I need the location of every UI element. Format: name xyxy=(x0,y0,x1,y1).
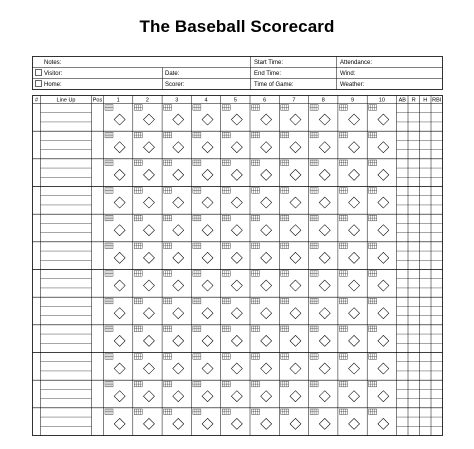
at-bat-cell[interactable] xyxy=(193,354,213,374)
base-diamond xyxy=(114,252,125,263)
base-diamond xyxy=(173,308,184,319)
base-diamond xyxy=(143,280,154,291)
base-diamond xyxy=(319,363,330,374)
base-diamond xyxy=(143,169,154,180)
scoring-grid xyxy=(33,96,443,436)
base-diamond xyxy=(143,197,154,208)
at-bat-cell[interactable] xyxy=(339,271,359,291)
base-diamond xyxy=(261,114,272,125)
lineup-header: Line Up xyxy=(56,97,76,104)
base-diamond xyxy=(261,335,272,346)
base-diamond xyxy=(231,335,242,346)
at-bat-cell[interactable] xyxy=(252,381,272,401)
base-diamond xyxy=(349,391,360,402)
base-diamond xyxy=(173,197,184,208)
grid-frame xyxy=(33,96,443,436)
base-diamond xyxy=(349,225,360,236)
base-diamond xyxy=(349,114,360,125)
base-diamond xyxy=(261,142,272,153)
base-diamond xyxy=(173,142,184,153)
visitor-label: Visitor: xyxy=(44,71,63,77)
base-diamond xyxy=(319,252,330,263)
at-bat-cell[interactable] xyxy=(310,215,330,235)
at-bat-cell[interactable] xyxy=(222,188,242,208)
stat-header-ab: AB xyxy=(398,97,406,104)
base-diamond xyxy=(202,142,213,153)
weather-label: Weather: xyxy=(340,82,365,88)
base-diamond xyxy=(231,142,242,153)
base-diamond xyxy=(290,308,301,319)
base-diamond xyxy=(378,391,389,402)
base-diamond xyxy=(202,169,213,180)
base-diamond xyxy=(173,225,184,236)
at-bat-cell[interactable] xyxy=(105,298,125,318)
base-diamond xyxy=(261,280,272,291)
base-diamond xyxy=(143,114,154,125)
at-bat-cell[interactable] xyxy=(369,243,389,263)
at-bat-cell[interactable] xyxy=(339,243,359,263)
base-diamond xyxy=(143,225,154,236)
base-diamond xyxy=(290,142,301,153)
base-diamond xyxy=(261,363,272,374)
base-diamond xyxy=(290,169,301,180)
at-bat-cell[interactable] xyxy=(164,243,184,263)
at-bat-cell[interactable] xyxy=(105,105,125,125)
inning-header-5: 5 xyxy=(233,97,237,104)
at-bat-cell[interactable] xyxy=(252,215,272,235)
at-bat-cell[interactable] xyxy=(193,105,213,125)
base-diamond xyxy=(378,142,389,153)
base-diamond xyxy=(261,391,272,402)
page-title: The Baseball Scorecard xyxy=(139,17,335,36)
base-diamond xyxy=(319,335,330,346)
stat-header-rbi: RBI xyxy=(432,97,442,104)
start-time-label: Start Time: xyxy=(254,60,284,66)
at-bat-cell[interactable] xyxy=(222,381,242,401)
at-bat-cell[interactable] xyxy=(105,271,125,291)
base-diamond xyxy=(290,252,301,263)
at-bat-cell[interactable] xyxy=(281,271,301,291)
at-bat-cell[interactable] xyxy=(222,243,242,263)
inning-header-8: 8 xyxy=(321,97,325,104)
visitor-checkbox[interactable] xyxy=(36,70,42,76)
at-bat-cell[interactable] xyxy=(339,215,359,235)
base-diamond xyxy=(202,114,213,125)
home-checkbox[interactable] xyxy=(36,81,42,87)
at-bat-cell[interactable] xyxy=(164,354,184,374)
base-diamond xyxy=(173,252,184,263)
base-diamond xyxy=(378,308,389,319)
base-diamond xyxy=(261,308,272,319)
at-bat-cell[interactable] xyxy=(310,188,330,208)
at-bat-cell[interactable] xyxy=(222,271,242,291)
base-diamond xyxy=(378,225,389,236)
at-bat-cell[interactable] xyxy=(281,381,301,401)
at-bat-cell[interactable] xyxy=(339,409,359,429)
home-label: Home: xyxy=(44,82,62,88)
at-bat-cell[interactable] xyxy=(339,354,359,374)
base-diamond xyxy=(349,142,360,153)
base-diamond xyxy=(114,308,125,319)
at-bat-cell[interactable] xyxy=(339,381,359,401)
at-bat-cell[interactable] xyxy=(164,105,184,125)
at-bat-cell[interactable] xyxy=(252,160,272,180)
position-header: Pos xyxy=(92,97,103,104)
time-of-game-label: Time of Game: xyxy=(254,82,294,88)
at-bat-cell[interactable] xyxy=(310,160,330,180)
inning-header-10: 10 xyxy=(378,97,385,104)
base-diamond xyxy=(319,418,330,429)
at-bat-cell[interactable] xyxy=(134,298,154,318)
base-diamond xyxy=(231,197,242,208)
base-diamond xyxy=(319,225,330,236)
base-diamond xyxy=(173,114,184,125)
at-bat-cell[interactable] xyxy=(252,243,272,263)
at-bat-cell[interactable] xyxy=(222,160,242,180)
base-diamond xyxy=(261,169,272,180)
at-bat-cell[interactable] xyxy=(222,105,242,125)
at-bat-cell[interactable] xyxy=(105,215,125,235)
base-diamond xyxy=(231,308,242,319)
at-bat-cell[interactable] xyxy=(105,354,125,374)
base-diamond xyxy=(290,280,301,291)
at-bat-cell[interactable] xyxy=(369,160,389,180)
base-diamond xyxy=(349,280,360,291)
at-bat-cell[interactable] xyxy=(105,243,125,263)
at-bat-cell[interactable] xyxy=(134,132,154,152)
at-bat-cell[interactable] xyxy=(105,381,125,401)
stat-header-r: R xyxy=(411,97,416,104)
base-diamond xyxy=(173,280,184,291)
end-time-label: End Time: xyxy=(254,71,282,77)
at-bat-cell[interactable] xyxy=(281,326,301,346)
at-bat-cell[interactable] xyxy=(193,215,213,235)
base-diamond xyxy=(378,280,389,291)
at-bat-cell[interactable] xyxy=(193,243,213,263)
at-bat-cell[interactable] xyxy=(134,326,154,346)
at-bat-cell[interactable] xyxy=(369,188,389,208)
at-bat-cell[interactable] xyxy=(369,271,389,291)
at-bat-cell[interactable] xyxy=(339,298,359,318)
at-bat-cell[interactable] xyxy=(252,354,272,374)
base-diamond xyxy=(114,169,125,180)
base-diamond xyxy=(114,114,125,125)
base-diamond xyxy=(143,418,154,429)
inning-header-1: 1 xyxy=(116,97,120,104)
inning-header-4: 4 xyxy=(204,97,208,104)
at-bat-cell[interactable] xyxy=(193,132,213,152)
at-bat-cell[interactable] xyxy=(134,243,154,263)
base-diamond xyxy=(231,280,242,291)
base-diamond xyxy=(378,197,389,208)
base-diamond xyxy=(349,418,360,429)
base-diamond xyxy=(290,363,301,374)
at-bat-cell[interactable] xyxy=(252,132,272,152)
base-diamond xyxy=(290,225,301,236)
at-bat-cell[interactable] xyxy=(193,409,213,429)
base-diamond xyxy=(114,335,125,346)
base-diamond xyxy=(114,142,125,153)
base-diamond xyxy=(173,363,184,374)
base-diamond xyxy=(173,335,184,346)
at-bat-cell[interactable] xyxy=(134,105,154,125)
base-diamond xyxy=(290,335,301,346)
at-bat-cell[interactable] xyxy=(164,271,184,291)
at-bat-cell[interactable] xyxy=(339,160,359,180)
at-bat-cell[interactable] xyxy=(164,381,184,401)
base-diamond xyxy=(114,391,125,402)
attendance-label: Attendance: xyxy=(340,60,373,66)
at-bat-cell[interactable] xyxy=(193,298,213,318)
at-bat-cell[interactable] xyxy=(369,132,389,152)
at-bat-cell[interactable] xyxy=(281,409,301,429)
at-bat-cell[interactable] xyxy=(252,188,272,208)
base-diamond xyxy=(114,225,125,236)
at-bat-cell[interactable] xyxy=(281,243,301,263)
at-bat-cell[interactable] xyxy=(310,243,330,263)
at-bat-cell[interactable] xyxy=(134,271,154,291)
at-bat-cell[interactable] xyxy=(281,105,301,125)
inning-header-9: 9 xyxy=(351,97,355,104)
base-diamond xyxy=(231,169,242,180)
at-bat-cell[interactable] xyxy=(164,298,184,318)
at-bat-cell[interactable] xyxy=(164,188,184,208)
base-diamond xyxy=(319,169,330,180)
at-bat-cell[interactable] xyxy=(310,132,330,152)
at-bat-cell[interactable] xyxy=(281,132,301,152)
scorer-label: Scorer: xyxy=(165,82,185,88)
base-diamond xyxy=(319,280,330,291)
at-bat-cell[interactable] xyxy=(281,160,301,180)
at-bat-cell[interactable] xyxy=(134,160,154,180)
inning-header-3: 3 xyxy=(175,97,179,104)
at-bat-cell[interactable] xyxy=(339,132,359,152)
at-bat-cell[interactable] xyxy=(134,409,154,429)
base-diamond xyxy=(114,280,125,291)
base-diamond xyxy=(143,308,154,319)
at-bat-cell[interactable] xyxy=(134,354,154,374)
base-diamond xyxy=(290,418,301,429)
base-diamond xyxy=(290,391,301,402)
base-diamond xyxy=(319,391,330,402)
at-bat-cell[interactable] xyxy=(222,326,242,346)
grid-header-row xyxy=(35,98,442,104)
at-bat-cell[interactable] xyxy=(369,298,389,318)
date-label: Date: xyxy=(165,71,180,77)
at-bat-cell[interactable] xyxy=(252,271,272,291)
at-bat-cell[interactable] xyxy=(134,215,154,235)
base-diamond xyxy=(261,252,272,263)
base-diamond xyxy=(378,363,389,374)
at-bat-cell[interactable] xyxy=(222,132,242,152)
base-diamond xyxy=(378,335,389,346)
base-diamond xyxy=(202,280,213,291)
at-bat-cell[interactable] xyxy=(369,215,389,235)
at-bat-cell[interactable] xyxy=(164,132,184,152)
base-diamond xyxy=(290,197,301,208)
at-bat-cell[interactable] xyxy=(105,326,125,346)
base-diamond xyxy=(143,142,154,153)
wind-label: Wind: xyxy=(340,71,356,77)
at-bat-cell[interactable] xyxy=(193,188,213,208)
at-bat-cell[interactable] xyxy=(252,409,272,429)
inning-header-7: 7 xyxy=(292,97,296,104)
base-diamond xyxy=(378,169,389,180)
at-bat-cell[interactable] xyxy=(105,409,125,429)
at-bat-cell[interactable] xyxy=(310,271,330,291)
base-diamond xyxy=(261,225,272,236)
base-diamond xyxy=(349,252,360,263)
at-bat-cell[interactable] xyxy=(164,215,184,235)
base-diamond xyxy=(202,308,213,319)
at-bat-cell[interactable] xyxy=(310,381,330,401)
at-bat-cell[interactable] xyxy=(339,105,359,125)
base-diamond xyxy=(173,418,184,429)
at-bat-cell[interactable] xyxy=(164,160,184,180)
at-bat-cell[interactable] xyxy=(193,381,213,401)
base-diamond xyxy=(202,418,213,429)
base-diamond xyxy=(378,114,389,125)
at-bat-cell[interactable] xyxy=(310,354,330,374)
base-diamond xyxy=(261,197,272,208)
base-diamond xyxy=(114,418,125,429)
base-diamond xyxy=(319,142,330,153)
at-bat-cell[interactable] xyxy=(193,326,213,346)
base-diamond xyxy=(378,418,389,429)
base-diamond xyxy=(143,252,154,263)
base-diamond xyxy=(261,418,272,429)
base-diamond xyxy=(173,391,184,402)
base-diamond xyxy=(349,197,360,208)
base-diamond xyxy=(290,114,301,125)
number-header: # xyxy=(34,97,39,104)
base-diamond xyxy=(349,335,360,346)
base-diamond xyxy=(114,197,125,208)
game-info-block xyxy=(33,57,443,90)
at-bat-cells xyxy=(105,105,389,430)
base-diamond xyxy=(349,308,360,319)
at-bat-cell[interactable] xyxy=(369,326,389,346)
at-bat-cell[interactable] xyxy=(310,105,330,125)
notes-label: Notes: xyxy=(44,60,62,66)
base-diamond xyxy=(173,169,184,180)
base-diamond xyxy=(349,363,360,374)
at-bat-cell[interactable] xyxy=(252,105,272,125)
at-bat-cell[interactable] xyxy=(222,298,242,318)
at-bat-cell[interactable] xyxy=(105,188,125,208)
base-diamond xyxy=(231,391,242,402)
at-bat-cell[interactable] xyxy=(105,160,125,180)
at-bat-cell[interactable] xyxy=(252,298,272,318)
at-bat-cell[interactable] xyxy=(222,354,242,374)
at-bat-cell[interactable] xyxy=(134,381,154,401)
at-bat-cell[interactable] xyxy=(339,188,359,208)
at-bat-cell[interactable] xyxy=(281,298,301,318)
at-bat-cell[interactable] xyxy=(310,298,330,318)
base-diamond xyxy=(231,225,242,236)
base-diamond xyxy=(202,335,213,346)
base-diamond xyxy=(231,418,242,429)
at-bat-cell[interactable] xyxy=(222,409,242,429)
inning-header-2: 2 xyxy=(145,97,149,104)
base-diamond xyxy=(202,197,213,208)
at-bat-cell[interactable] xyxy=(252,326,272,346)
at-bat-cell[interactable] xyxy=(310,326,330,346)
at-bat-cell[interactable] xyxy=(369,105,389,125)
at-bat-cell[interactable] xyxy=(369,381,389,401)
base-diamond xyxy=(143,335,154,346)
at-bat-cell[interactable] xyxy=(222,215,242,235)
inning-header-6: 6 xyxy=(263,97,267,104)
at-bat-cell[interactable] xyxy=(369,409,389,429)
base-diamond xyxy=(143,363,154,374)
at-bat-cell[interactable] xyxy=(281,354,301,374)
base-diamond xyxy=(319,114,330,125)
base-diamond xyxy=(231,252,242,263)
base-diamond xyxy=(319,308,330,319)
at-bat-cell[interactable] xyxy=(310,409,330,429)
base-diamond xyxy=(231,363,242,374)
at-bat-cell[interactable] xyxy=(164,409,184,429)
base-diamond xyxy=(319,197,330,208)
base-diamond xyxy=(143,391,154,402)
base-diamond xyxy=(114,363,125,374)
base-diamond xyxy=(202,225,213,236)
at-bat-cell[interactable] xyxy=(369,354,389,374)
stat-header-h: H xyxy=(423,97,428,104)
base-diamond xyxy=(231,114,242,125)
at-bat-cell[interactable] xyxy=(105,132,125,152)
at-bat-cell[interactable] xyxy=(193,271,213,291)
base-diamond xyxy=(349,169,360,180)
at-bat-cell[interactable] xyxy=(164,326,184,346)
base-diamond xyxy=(202,391,213,402)
base-diamond xyxy=(202,363,213,374)
at-bat-cell[interactable] xyxy=(281,215,301,235)
at-bat-cell[interactable] xyxy=(134,188,154,208)
at-bat-cell[interactable] xyxy=(281,188,301,208)
base-diamond xyxy=(378,252,389,263)
at-bat-cell[interactable] xyxy=(193,160,213,180)
base-diamond xyxy=(202,252,213,263)
at-bat-cell[interactable] xyxy=(339,326,359,346)
